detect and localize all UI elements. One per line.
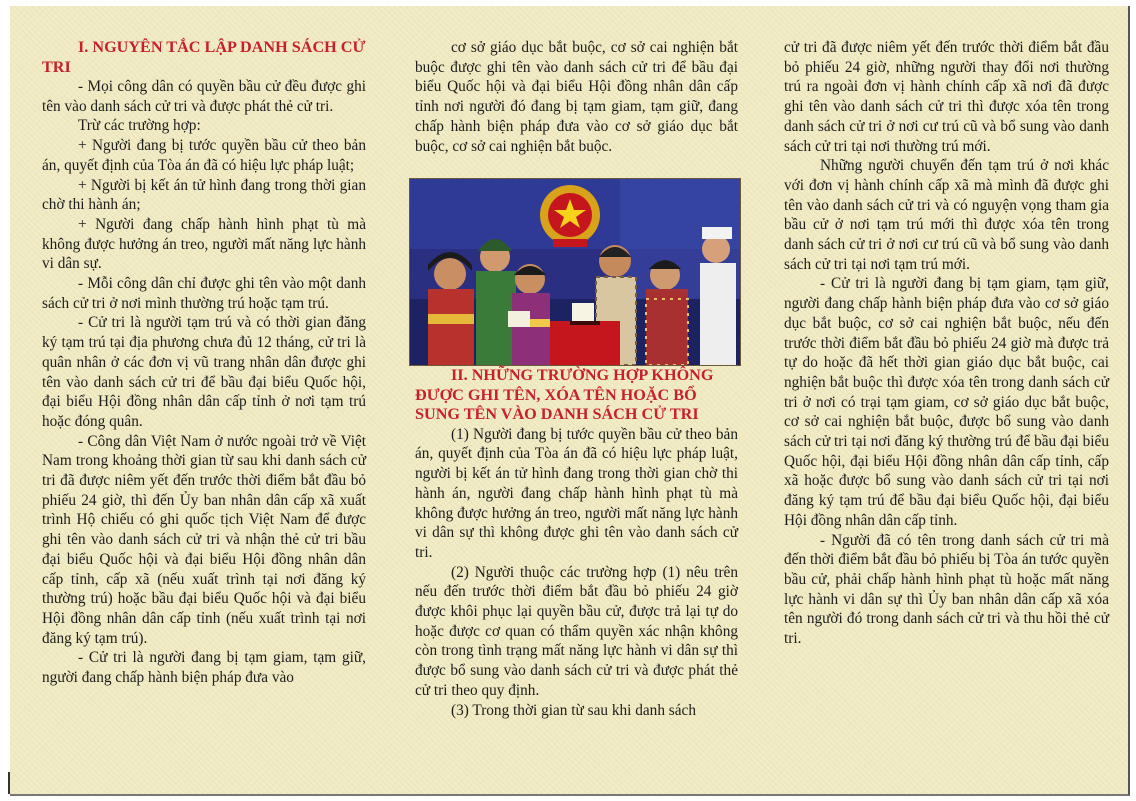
paragraph: + Người bị kết án tử hình đang trong thời gian chờ thi hành án;	[42, 176, 366, 214]
paragraph: - Công dân Việt Nam ở nước ngoài trở về Việt Nam trong khoảng thời gian từ sau khi danh sách cử tri đã được niêm yết đến trước thời điểm bắt đầu bỏ phiếu 24 giờ, thì đến Ủy ban nhân dân cấp xã xuất trình Hộ chiếu có ghi quốc tịch Việt Nam để được ghi tên vào danh sách cử tri và nhận thẻ cử tri bầu đại biểu Quốc hội và đại biểu Hội đồng nhân dân cấp tỉnh, cấp xã (nếu xuất trình tại nơi đăng ký thường trú) hoặc bầu đại biểu Quốc hội và đại biểu Hội đồng nhân dân cấp tỉnh (nếu xuất trình tại nơi đăng ký tạm trú).	[42, 432, 366, 647]
paragraph: Những người chuyển đến tạm trú ở nơi khác với đơn vị hành chính cấp xã mà mình đã được ghi tên vào danh sách cử tri và có nguyện vọng tham gia bầu cử ở nơi tạm trú mới thì được xóa tên trong danh sách cử tri ở nơi cư trú cũ và bổ sung vào danh sách cử tri tại nơi tạm trú mới.	[784, 157, 1109, 273]
paragraph: (1) Người đang bị tước quyền bầu cử theo bản án, quyết định của Tòa án đã có hiệu lực pháp luật, người bị kết án tử hình đang trong thời gian chờ thi hành án, người đang chấp hành hình phạt tù mà không được hưởng án treo, người mất năng lực hành vi dân sự thì không được ghi tên vào danh sách cử tri.	[415, 425, 738, 561]
section-2-heading: II. NHỮNG TRƯỜNG HỢP KHÔNG ĐƯỢC GHI TÊN, XÓA TÊN HOẶC BỔ SUNG TÊN VÀO DANH SÁCH CỬ TRI	[415, 366, 714, 424]
paragraph: Trừ các trường hợp:	[78, 117, 201, 135]
paragraph: cử tri đã được niêm yết đến trước thời điểm bắt đầu bỏ phiếu 24 giờ, những người thay đổi nơi thường trú ra ngoài đơn vị hành chính cấp xã nơi đã được ghi tên vào danh sách cử tri thì được xóa tên trong danh sách cử tri ở nơi cư trú cũ và bổ sung vào danh sách cử tri tại nơi thường trú mới.	[784, 39, 1109, 155]
page-edge-mark	[8, 772, 10, 794]
paragraph: - Mỗi công dân chỉ được ghi tên vào một danh sách cử tri ở nơi mình thường trú hoặc tạm trú.	[42, 275, 366, 312]
middle-column	[415, 38, 738, 720]
election-illustration	[409, 178, 741, 366]
right-column	[784, 38, 1109, 649]
paragraph: + Người đang chấp hành hình phạt tù mà không được hưởng án treo, người mất năng lực hành vi dân sự.	[42, 215, 366, 273]
section-1-heading: I. NGUYÊN TẮC LẬP DANH SÁCH CỬ TRI	[42, 38, 366, 76]
paragraph: - Cử tri là người tạm trú và có thời gian đăng ký tạm trú tại địa phương chưa đủ 12 tháng, cử tri là quân nhân ở các đơn vị vũ trang nhân dân được ghi tên vào danh sách cử tri để bầu đại biểu Quốc hội, đại biểu Hội đồng nhân dân cấp tỉnh ở nơi tạm trú hoặc đóng quân.	[42, 314, 366, 430]
paragraph: - Cử tri là người đang bị tạm giam, tạm giữ, người đang chấp hành biện pháp đưa vào cơ sở giáo dục bắt buộc, cơ sở cai nghiện bắt buộc, nếu đến trước thời điểm bắt đầu bỏ phiếu 24 giờ mà được trả tự do hoặc đã hết thời gian giáo dục bắt buộc, cai nghiện bắt buộc thì được xóa tên trong danh sách cử tri ở nơi có trại tạm giam, cơ sở giáo dục bắt buộc, cơ sở cai nghiện bắt buộc, được bổ sung vào danh sách cử tri tại nơi đăng ký thường trú để bầu đại biểu Quốc hội, đại biểu Hội đồng nhân dân cấp tỉnh, cấp xã hoặc được bổ sung vào danh sách cử tri tại nơi đăng ký tạm trú để bầu đại biểu Quốc hội, đại biểu Hội đồng nhân dân cấp tỉnh.	[784, 275, 1109, 529]
paragraph: cơ sở giáo dục bắt buộc, cơ sở cai nghiện bắt buộc được ghi tên vào danh sách cử tri để bầu đại biểu Quốc hội và đại biểu Hội đồng nhân dân cấp tỉnh nơi người đó đang bị tạm giam, tạm giữ, đang chấp hành biện pháp đưa vào cơ sở giáo dục bắt buộc, cơ sở cai nghiện bắt buộc.	[415, 39, 738, 155]
paragraph: - Mọi công dân có quyền bầu cử đều được ghi tên vào danh sách cử tri và được phát thẻ cử tri.	[42, 78, 366, 115]
paragraph: (3) Trong thời gian từ sau khi danh sách	[451, 701, 696, 719]
left-column	[42, 38, 366, 688]
paragraph: + Người đang bị tước quyền bầu cử theo bản án, quyết định của Tòa án đã có hiệu lực pháp luật;	[42, 137, 366, 174]
paragraph: (2) Người thuộc các trường hợp (1) nêu trên nếu đến trước thời điểm bắt đầu bỏ phiếu 24 giờ được khôi phục lại quyền bầu cử, được trả lại tự do hoặc được cơ quan có thẩm quyền xác nhận không còn trong tình trạng mất năng lực hành vi dân sự thì được bổ sung vào danh sách cử tri và được phát thẻ cử tri theo quy định.	[415, 563, 738, 699]
paragraph: - Người đã có tên trong danh sách cử tri mà đến thời điểm bắt đầu bỏ phiếu bị Tòa án tước quyền bầu cử, phải chấp hành hình phạt tù hoặc mất năng lực hành vi dân sự thì Ủy ban nhân dân cấp xã xóa tên người đó trong danh sách cử tri và thu hồi thẻ cử tri.	[784, 531, 1109, 648]
paragraph: - Cử tri là người đang bị tạm giam, tạm giữ, người đang chấp hành biện pháp đưa vào	[42, 649, 366, 687]
